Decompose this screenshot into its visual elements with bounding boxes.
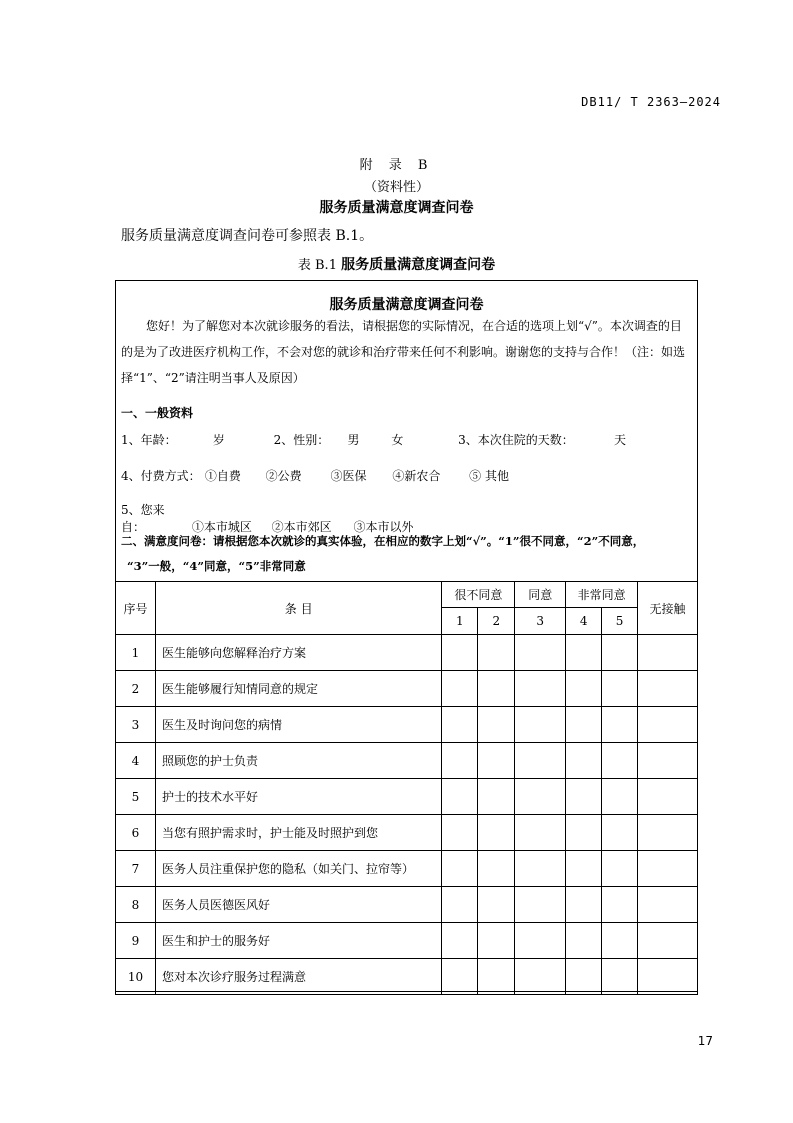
score-cell-3[interactable] [515,743,566,779]
table-row [116,743,698,779]
questionnaire-title: 服务质量满意度调查问卷 [329,297,484,313]
row-item: 医生能够向您解释治疗方案 [155,635,441,671]
score-cell-4[interactable] [566,923,602,959]
score-cell-5[interactable] [602,887,638,923]
score-cell-3[interactable] [515,959,566,995]
row-item: 您对本次诊疗服务过程满意 [155,959,441,995]
score-cell-5[interactable] [602,815,638,851]
table-title: 服务质量满意度调查问卷 [341,257,496,273]
origin-line [121,501,414,535]
score-cell-4[interactable] [566,959,602,995]
score-header-3: 3 [515,608,566,635]
score-cell-1[interactable] [442,851,478,887]
row-item: 医务人员注重保护您的隐私（如关门、拉帘等） [155,851,441,887]
score-cell-4[interactable] [566,851,602,887]
table-row [116,671,698,707]
table-row [116,815,698,851]
score-cell-1[interactable] [442,635,478,671]
score-header-4: 4 [566,608,602,635]
header-no-contact: 无接触 [638,582,698,635]
score-header-1: 1 [442,608,478,635]
header-agree: 同意 [515,582,566,608]
score-cell-3[interactable] [515,707,566,743]
score-cell-2[interactable] [478,923,515,959]
row-number: 7 [116,851,156,887]
row-number: 9 [116,923,156,959]
score-cell-3[interactable] [515,671,566,707]
score-cell-4[interactable] [566,779,602,815]
row-item: 护士的技术水平好 [155,779,441,815]
score-cell-2[interactable] [478,671,515,707]
table-number: 表 B.1 [297,258,337,273]
score-cell-2[interactable] [478,635,515,671]
score-cell-1[interactable] [442,923,478,959]
table-header-row-1 [116,582,698,608]
score-cell-4[interactable] [566,707,602,743]
row-number: 6 [116,815,156,851]
score-cell-1[interactable] [442,887,478,923]
no-contact-cell[interactable] [638,923,698,959]
score-cell-1[interactable] [442,779,478,815]
header-no: 序号 [116,582,156,635]
score-cell-5[interactable] [602,779,638,815]
score-cell-1[interactable] [442,743,478,779]
score-cell-5[interactable] [602,923,638,959]
table-row [116,707,698,743]
score-cell-2[interactable] [478,851,515,887]
table-row [116,779,698,815]
score-cell-2[interactable] [478,779,515,815]
row-number: 5 [116,779,156,815]
questionnaire-greeting: 您好！为了解您对本次就诊服务的看法，请根据您的实际情况，在合适的选项上划“√”。本次调查的目的是为了改进医疗机构工作，不会对您的就诊和治疗带来任何不利影响。谢谢您的支持与合作！（注：如选择“1”、“2”请注明当事人及原因） [121,319,686,385]
origin-option-urban: ①本市城区 [191,520,252,534]
payment-option-rural: ④新农合 [392,469,441,483]
score-cell-1[interactable] [442,815,478,851]
score-cell-3[interactable] [515,779,566,815]
score-cell-5[interactable] [602,707,638,743]
score-cell-1[interactable] [442,959,478,995]
score-cell-5[interactable] [602,851,638,887]
row-item: 医生和护士的服务好 [155,923,441,959]
score-cell-3[interactable] [515,815,566,851]
table-row [116,923,698,959]
general-info-line-1 [121,431,626,448]
days-label: 3、本次住院的天数： [458,433,574,447]
score-cell-4[interactable] [566,635,602,671]
header-item: 条 目 [155,582,441,635]
score-cell-2[interactable] [478,959,515,995]
gender-female: 女 [391,433,404,447]
row-number: 4 [116,743,156,779]
no-contact-cell[interactable] [638,779,698,815]
score-cell-4[interactable] [566,887,602,923]
row-number: 10 [116,959,156,995]
payment-line [121,467,509,484]
age-unit: 岁 [212,433,225,447]
header-strongly-agree: 非常同意 [566,582,638,608]
row-number: 1 [116,635,156,671]
row-item: 医生能够履行知情同意的规定 [155,671,441,707]
payment-option-other: ⑤ 其他 [469,469,509,483]
section-general-info: 一、一般资料 [121,406,194,420]
score-cell-2[interactable] [478,707,515,743]
payment-option-self: ①自费 [204,469,241,483]
annex-title: 附 录 B [359,158,434,173]
no-contact-cell[interactable] [638,887,698,923]
no-contact-cell[interactable] [638,815,698,851]
row-number: 2 [116,671,156,707]
table-caption [0,254,793,274]
page-number: 17 [697,1034,713,1048]
gender-male: 男 [347,433,360,447]
row-number: 8 [116,887,156,923]
no-contact-cell[interactable] [638,671,698,707]
score-cell-3[interactable] [515,851,566,887]
annex-type: （资料性） [363,180,429,195]
score-cell-1[interactable] [442,707,478,743]
score-cell-5[interactable] [602,743,638,779]
table-row [116,635,698,671]
payment-option-insurance: ③医保 [330,469,367,483]
score-cell-4[interactable] [566,815,602,851]
age-label: 1、年龄： [121,433,177,447]
document-code: DB11/ T 2363—2024 [581,95,721,109]
origin-option-outside: ③本市以外 [353,520,414,534]
row-number: 3 [116,707,156,743]
satisfaction-table [115,581,698,995]
row-item: 当您有照护需求时，护士能及时照护到您 [155,815,441,851]
row-item: 照顾您的护士负责 [155,743,441,779]
score-cell-2[interactable] [478,887,515,923]
origin-label: 5、您来自： [121,503,165,534]
no-contact-cell[interactable] [638,707,698,743]
annex-name: 服务质量满意度调查问卷 [319,200,474,216]
score-cell-1[interactable] [442,671,478,707]
no-contact-cell[interactable] [638,851,698,887]
section-satisfaction-line-1: 二、满意度问卷：请根据您本次就诊的真实体验，在相应的数字上划“√”。“1”很不同意，“2”不同意， [121,534,645,548]
score-cell-4[interactable] [566,743,602,779]
score-cell-3[interactable] [515,635,566,671]
no-contact-cell[interactable] [638,635,698,671]
table-row [116,851,698,887]
no-contact-cell[interactable] [638,743,698,779]
payment-label: 4、付费方式： [121,469,201,483]
days-unit: 天 [613,433,626,447]
score-header-2: 2 [478,608,515,635]
score-cell-3[interactable] [515,923,566,959]
score-cell-5[interactable] [602,635,638,671]
intro-text: 服务质量满意度调查问卷可参照表 B.1。 [121,228,374,244]
row-item: 医生及时询问您的病情 [155,707,441,743]
row-item: 医务人员医德医风好 [155,887,441,923]
gender-label: 2、性别： [273,433,330,447]
score-header-5: 5 [602,608,638,635]
payment-option-public: ②公费 [265,469,302,483]
score-cell-3[interactable] [515,887,566,923]
section-satisfaction-line-2: “3”一般，“4”同意，“5”非常同意 [127,559,306,573]
score-cell-5[interactable] [602,671,638,707]
table-row [116,887,698,923]
score-cell-4[interactable] [566,671,602,707]
table-row [116,959,698,995]
header-disagree: 很不同意 [442,582,515,608]
score-cell-2[interactable] [478,815,515,851]
no-contact-cell[interactable] [638,959,698,995]
origin-option-suburb: ②本市郊区 [271,520,332,534]
score-cell-5[interactable] [602,959,638,995]
score-cell-2[interactable] [478,743,515,779]
